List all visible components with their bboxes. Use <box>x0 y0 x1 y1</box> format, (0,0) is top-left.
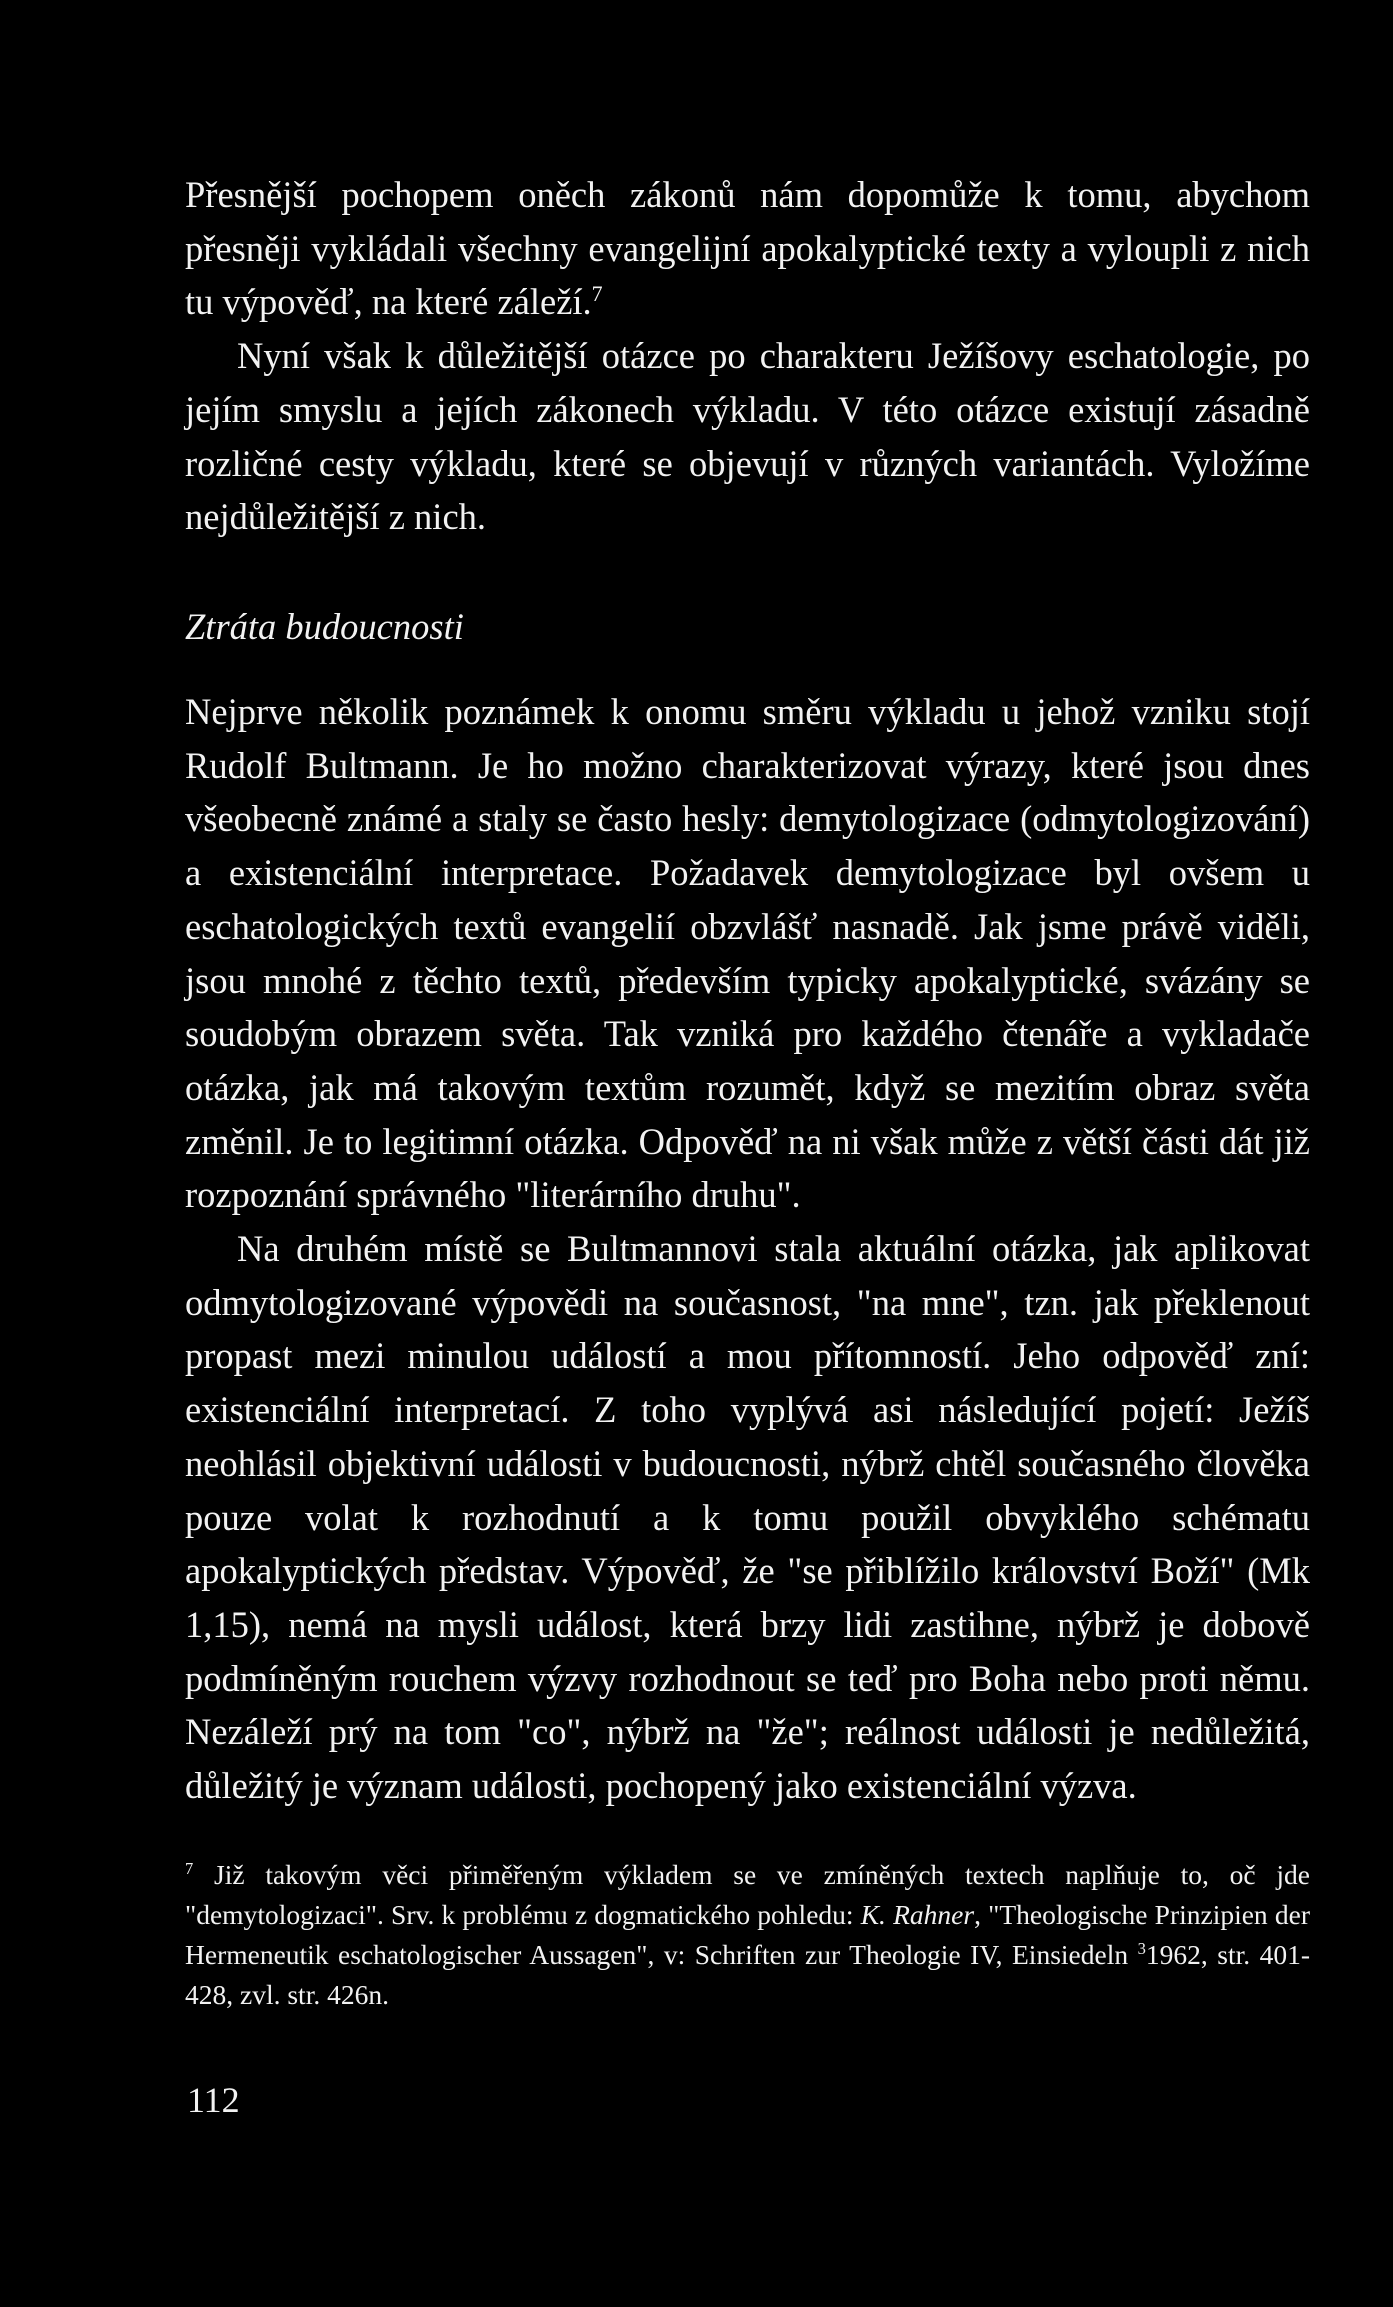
footnote-text-a: Již takovým věci přiměřeným výkladem se ve zmíněných textech naplňuje to, oč jde "demytologizaci". Srv. k problému z dogmatického pohledu: <box>185 1859 1310 1930</box>
section-heading: Ztráta budoucnosti <box>185 606 464 647</box>
footnote <box>185 1855 1310 2015</box>
footnote-marker: 7 <box>185 1858 194 1878</box>
paragraph-3: Nejprve několik poznámek k onomu směru výkladu u jehož vzniku stojí Rudolf Bultmann. Je ho možno charakterizovat výrazy, které jsou dnes všeobecně známé a staly se často hesly: demytologizace (odmytologizování) a existenciální interpretace. Požadavek demytologizace byl ovšem u eschatologických textů evangelií obzvlášť nasnadě. Jak jsme právě viděli, jsou mnohé z těchto textů, především typicky apokalyptické, svázány se soudobým obrazem světa. Tak vzniká pro každého čtenáře a vykladače otázka, jak má takovým textům rozumět, když se mezitím obraz světa změnil. Je to legitimní otázka. Odpověď na ni však může z větší části dát již rozpoznání správného "literárního druhu". <box>185 691 1310 1216</box>
footnote-text-c: 1962, str. 401- 428, zvl. str. 426n. <box>185 1939 1311 2010</box>
body-text-top <box>185 168 1310 544</box>
footnote-edition: 3 <box>1137 1938 1146 1958</box>
paragraph-4: Na druhém místě se Bultmannovi stala aktuální otázka, jak aplikovat odmytologizované výpovědi na současnost, "na mne", tzn. jak překlenout propast mezi minulou událostí a mou přítomností. Jeho odpověď zní: existenciální interpretací. Z toho vyplývá asi následující pojetí: Ježíš neohlásil objektivní události v budoucnosti, nýbrž chtěl současného člověka pouze volat k rozhodnutí a k tomu použil obvyklého schématu apokalyptických představ. Výpověď, že "se přiblížilo království Boží" (Mk 1,15), nemá na mysli událost, která brzy lidi zastihne, nýbrž je dobově podmíněným rouchem výzvy rozhodnout se teď pro Boha nebo proti němu. Nezáleží prý na tom "co", nýbrž na "že"; reálnost události je nedůležitá, důležitý je význam události, pochopený jako existenciální výzva. <box>185 1228 1310 1807</box>
page-number: 112 <box>187 2080 240 2120</box>
footnote-text-b: , "Theologische Prinzipien der Hermeneutik eschatologischer Aussagen", v: Schriften zur Theologie IV, Einsiedeln <box>185 1899 1310 1970</box>
body-text-section <box>185 685 1310 1813</box>
footnote-author: K. Rahner <box>860 1899 975 1930</box>
footnote-reference: 7 <box>591 281 603 307</box>
paragraph-1: Přesnější pochopem oněch zákonů nám dopomůže k tomu, abychom přesněji vykládali všechny evangelijní apokalyptické texty a vyloupli z nich tu výpověď, na které záleží.$^7$ <box>185 174 1310 323</box>
paragraph-2: Nyní však k důležitější otázce po charakteru Ježíšovy eschatologie, po jejím smyslu a jejích zákonech výkladu. V této otázce existují zásadně rozličné cesty výkladu, které se objevují v různých variantách. Vyložíme nejdůležitější z nich. <box>185 335 1310 538</box>
